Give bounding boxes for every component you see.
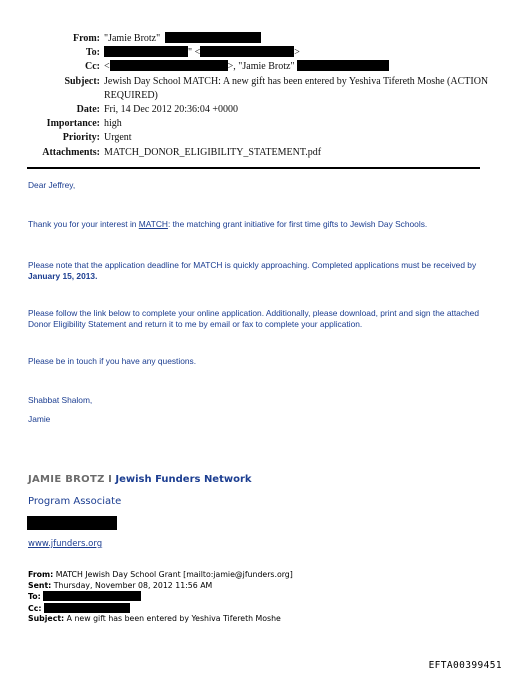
redaction-box — [200, 46, 294, 57]
document-id: EFTA00399451 — [428, 660, 502, 671]
greeting: Dear Jeffrey, — [28, 180, 76, 190]
redaction-box — [44, 603, 130, 613]
cc-label: Cc: — [85, 61, 100, 73]
signature-org: Jewish Funders Network — [115, 474, 252, 485]
to-quote: " — [188, 47, 193, 59]
subject-value: Jewish Day School MATCH: A new gift has been entered by Yeshiva Tifereth Moshe (ACTION REQUIRED) — [104, 75, 489, 101]
fwd-from-value: MATCH Jewish Day School Grant [mailto:jamie@jfunders.org] — [55, 570, 293, 579]
fwd-sent-value: Thursday, November 08, 2012 11:56 AM — [53, 580, 213, 590]
forwarded-header: From: MATCH Jewish Day School Grant [mailto:jamie@jfunders.org] Sent: Thursday, November 08, 2012 11:56 AM To: Cc: Subject: A new gift has been entered by Yeshiva Tifereth Moshe — [28, 570, 293, 624]
cc-lt: < — [104, 61, 110, 73]
signature-name: JAMIE BROTZ I Jewish Funders Network — [28, 474, 252, 485]
redaction-box — [110, 60, 228, 71]
date-value: Fri, 14 Dec 2012 20:36:04 +0000 — [104, 104, 238, 116]
paragraph-1: Thank you for your interest in MATCH: the matching grant initiative for first time gifts to Jewish Day Schools. — [28, 219, 428, 229]
deadline-date: January 15, 2013 — [28, 270, 96, 281]
subject-label: Subject: — [64, 75, 100, 87]
email-header — [0, 32, 512, 160]
redaction-box — [165, 32, 261, 43]
redaction-box — [43, 591, 141, 601]
to-row — [0, 46, 512, 60]
match-link[interactable]: MATCH — [138, 219, 168, 229]
redaction-box — [27, 516, 117, 530]
date-label: Date: — [76, 104, 100, 116]
paragraph-4: Please be in touch if you have any questions. — [28, 356, 197, 366]
priority-row — [0, 131, 512, 145]
paragraph-3: Please follow the link below to complete your online application. Additionally, please download, print and sign the attached Donor Eligibility Statement and return it to me by email or fax to complete your application. — [28, 308, 479, 329]
fwd-subject-value: A new gift has been entered by Yeshiva Tifereth Moshe — [66, 614, 281, 624]
redaction-box — [297, 60, 389, 71]
date-row — [0, 103, 512, 117]
priority-value: Urgent — [104, 132, 132, 144]
importance-label: Importance: — [46, 118, 100, 130]
paragraph-2: Please note that the application deadline for MATCH is quickly approaching. Completed applications must be received by January 15, 2013. — [28, 260, 477, 281]
cc-row — [0, 60, 512, 74]
priority-label: Priority: — [62, 132, 100, 144]
signature-role: Program Associate — [28, 496, 122, 507]
to-label: To: — [85, 47, 100, 59]
attachments-label: Attachments: — [42, 146, 100, 158]
redaction-box — [104, 46, 188, 57]
from-label: From: — [72, 33, 100, 44]
website-link[interactable]: www.jfunders.org — [28, 539, 103, 549]
closing: Shabbat Shalom, — [28, 395, 93, 405]
header-divider — [27, 167, 480, 169]
from-row — [0, 32, 512, 46]
sender-first-name: Jamie — [28, 414, 51, 424]
subject-row — [0, 75, 512, 103]
attachment-link[interactable]: MATCH_DONOR_ELIGIBILITY_STATEMENT.pdf — [104, 146, 322, 158]
to-gt: > — [294, 47, 300, 59]
to-lt: < — [194, 47, 201, 59]
from-value: "Jamie Brotz" — [104, 33, 161, 44]
attachments-row — [0, 146, 512, 160]
importance-value: high — [104, 118, 122, 130]
importance-row — [0, 117, 512, 131]
cc-after: >, "Jamie Brotz" — [227, 61, 295, 73]
